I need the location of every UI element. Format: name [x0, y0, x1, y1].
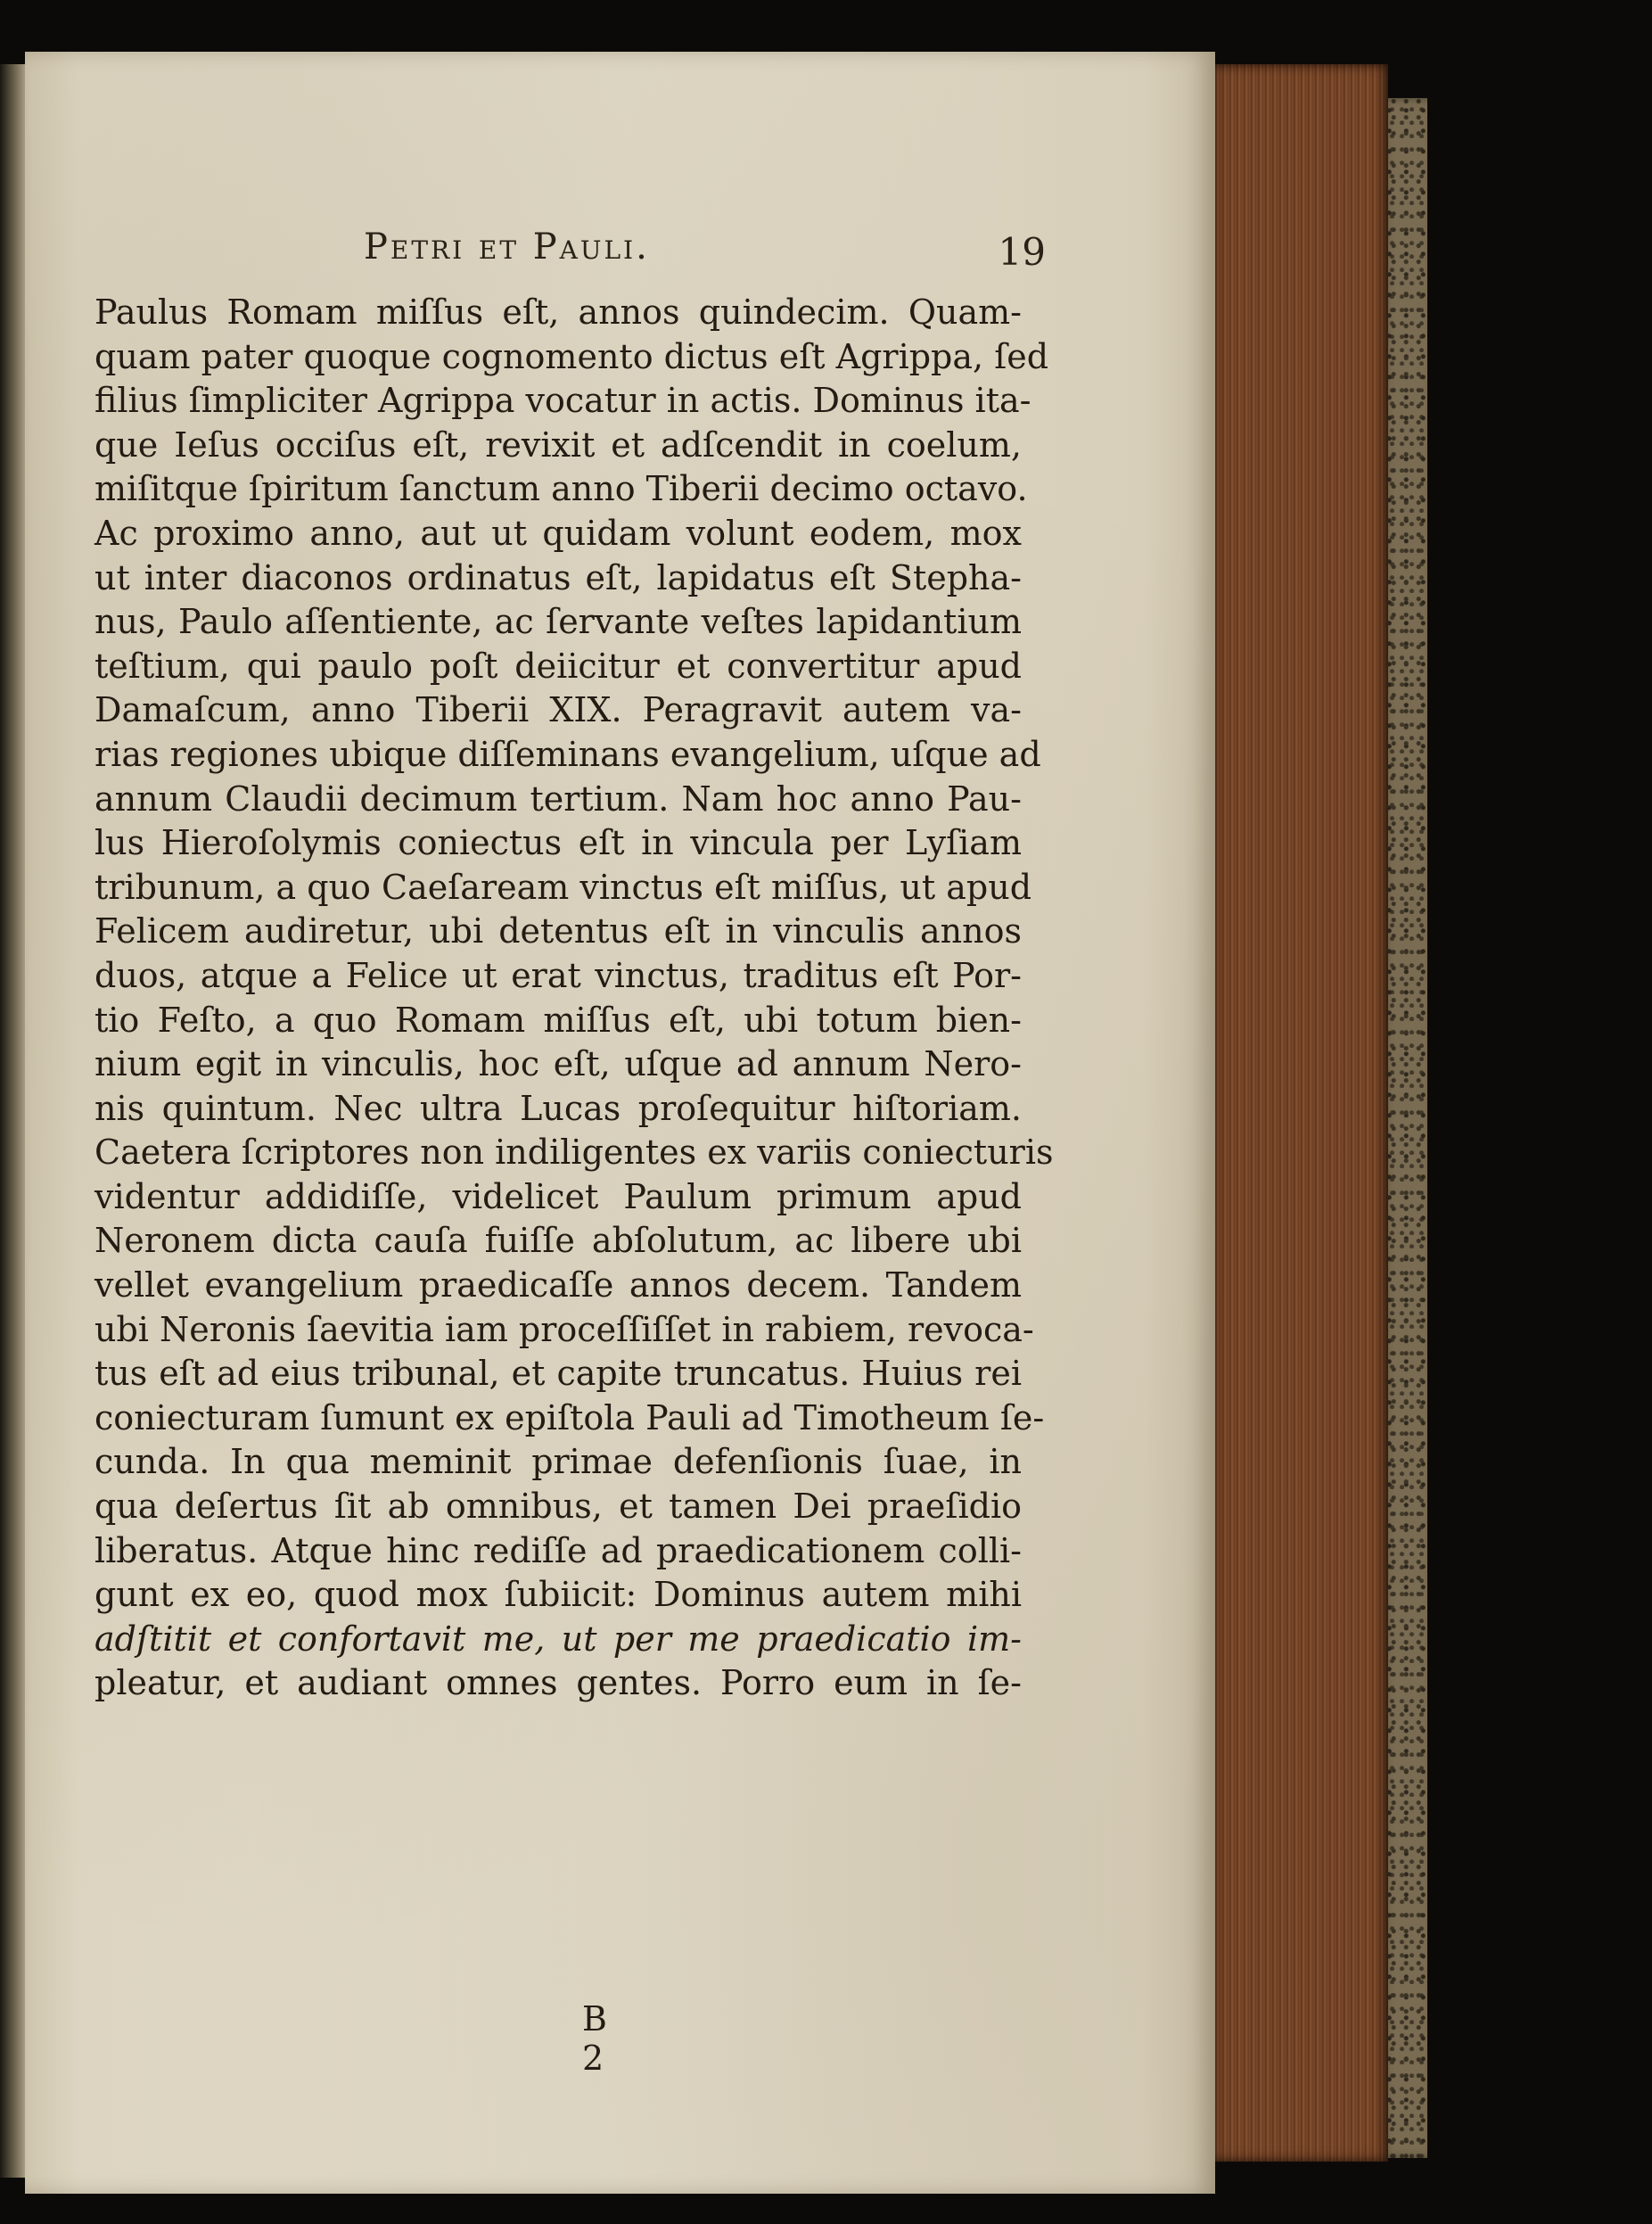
- page-fore-edge: [1205, 64, 1388, 2162]
- text-line: vellet evangelium praedicaſſe annos decem. Tandem: [95, 1265, 1022, 1306]
- signature-mark: B 2: [582, 1999, 627, 2078]
- text-line: quam pater quoque cognomento dictus eſt Agrippa, ſed: [95, 336, 1049, 376]
- text-line: cunda. In qua meminit primae defenſionis ſuae, in: [95, 1442, 1022, 1482]
- text-line: ubi Neronis ſaevitia iam proceſſiſſet in rabiem, revoca-: [95, 1309, 1034, 1349]
- text-line: gunt ex eo, quod mox ſubiicit: Dominus autem mihi: [95, 1575, 1022, 1615]
- text-line: nus, Paulo aſſentiente, ac ſervante veſtes lapidantium: [95, 602, 1022, 642]
- text-line: Damaſcum, anno Tiberii XIX. Peragravit autem va-: [95, 690, 1022, 730]
- text-line: videntur addidiſſe, videlicet Paulum primum apud: [95, 1176, 1022, 1216]
- book-page: [25, 52, 1215, 2194]
- text-line: Paulus Romam miſſus eſt, annos quindecim. Quam-: [95, 292, 1022, 332]
- text-line: que Ieſus occiſus eſt, revixit et adſcendit in coelum,: [95, 424, 1022, 465]
- text-line: tribunum, a quo Caeſaream vinctus eſt miſſus, ut apud: [95, 867, 1032, 907]
- text-line: ut inter diaconos ordinatus eſt, lapidatus eſt Stepha-: [95, 557, 1022, 597]
- text-line: liberatus. Atque hinc rediſſe ad praedicationem colli-: [95, 1530, 1022, 1570]
- text-line: Neronem dicta cauſa fuiſſe abſolutum, ac libere ubi: [95, 1221, 1022, 1261]
- text-line: annum Claudii decimum tertium. Nam hoc anno Pau-: [95, 778, 1022, 819]
- text-line: nium egit in vinculis, hoc eſt, uſque ad annum Nero-: [95, 1044, 1022, 1084]
- text-line: duos, atque a Felice ut erat vinctus, traditus eſt Por-: [95, 955, 1022, 995]
- text-line: rias regiones ubique diſſeminans evangelium, uſque ad: [95, 734, 1041, 774]
- text-line: lus Hieroſolymis coniectus eſt in vincula per Lyſiam: [95, 823, 1022, 863]
- text-line: coniecturam ſumunt ex epiſtola Pauli ad Timotheum ſe-: [95, 1397, 1045, 1437]
- body-text: [95, 291, 1054, 1706]
- text-line: Ac proximo anno, aut ut quidam volunt eodem, mox: [95, 513, 1022, 553]
- text-line: qua deſertus ſit ab omnibus, et tamen Dei praeſidio: [95, 1487, 1022, 1527]
- running-head: Petri et Pauli.: [364, 227, 650, 268]
- text-line: filius ſimpliciter Agrippa vocatur in actis. Dominus ita-: [95, 381, 1031, 421]
- text-line: tio Feſto, a quo Romam miſſus eſt, ubi totum bien-: [95, 1000, 1022, 1040]
- left-page-edge: [0, 64, 25, 2178]
- text-line: Caetera ſcriptores non indiligentes ex variis coniecturis: [95, 1133, 1054, 1173]
- text-line: nis quintum. Nec ultra Lucas proſequitur hiſtoriam.: [95, 1088, 1022, 1128]
- text-line: teſtium, qui paulo poſt deiicitur et convertitur apud: [95, 646, 1022, 686]
- page-number: 19: [998, 230, 1046, 274]
- text-line: adſtitit et confortavit me, ut per me praedicatio im-: [95, 1619, 1022, 1659]
- text-line: pleatur, et audiant omnes gentes. Porro eum in ſe-: [95, 1663, 1022, 1703]
- text-line: miſitque ſpiritum ſanctum anno Tiberii decimo octavo.: [95, 469, 1028, 509]
- text-line: Felicem audiretur, ubi detentus eſt in vinculis annos: [95, 911, 1022, 951]
- text-line: tus eſt ad eius tribunal, et capite truncatus. Huius rei: [95, 1354, 1022, 1394]
